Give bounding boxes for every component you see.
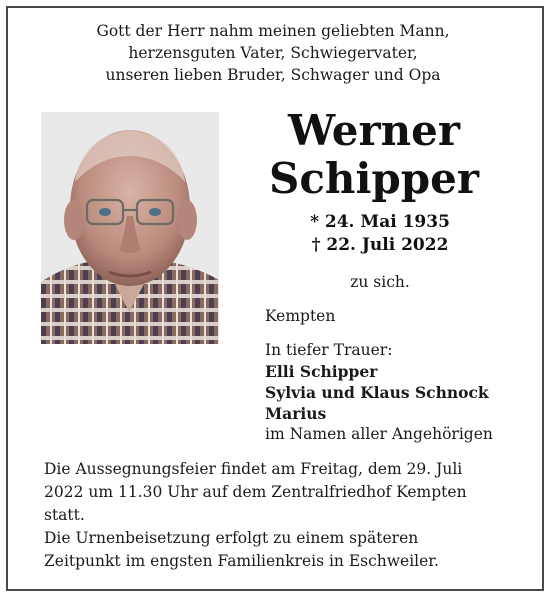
funeral-notice xyxy=(44,458,524,573)
notice-line-4: Die Urnenbeisetzung erfolgt zu einem späteren xyxy=(44,529,419,547)
last-name: Schipper xyxy=(269,154,479,203)
intro-line-1: Gott der Herr nahm meinen geliebten Mann, xyxy=(96,22,450,40)
intro-line-3: unseren lieben Bruder, Schwager und Opa xyxy=(105,66,441,84)
notice-line-5: Zeitpunkt im engsten Familienkreis in Eschweiler. xyxy=(44,552,439,570)
mourner-name: Marius xyxy=(265,404,327,423)
notice-line-1: Die Aussegnungsfeier findet am Freitag, dem 29. Juli xyxy=(44,460,463,478)
mourner-name: Elli Schipper xyxy=(265,362,378,381)
intro-text xyxy=(0,20,546,86)
portrait-photo xyxy=(41,112,219,344)
mourner-name: Sylvia und Klaus Schnock xyxy=(265,383,489,402)
intro-line-2: herzensguten Vater, Schwiegervater, xyxy=(128,44,418,62)
mourners-heading: In tiefer Trauer: xyxy=(265,341,393,359)
notice-line-2: 2022 um 11.30 Uhr auf dem Zentralfriedhof Kempten xyxy=(44,483,467,501)
closing-phrase: zu sich. xyxy=(350,273,410,291)
birth-date: * 24. Mai 1935 xyxy=(310,212,450,232)
mourners-block xyxy=(265,340,493,445)
first-name: Werner xyxy=(288,106,460,155)
portrait-illustration xyxy=(41,112,219,344)
death-date: † 22. Juli 2022 xyxy=(311,235,449,255)
mourners-others: im Namen aller Angehörigen xyxy=(265,425,493,443)
place-name: Kempten xyxy=(265,307,336,325)
notice-line-3: statt. xyxy=(44,506,85,524)
